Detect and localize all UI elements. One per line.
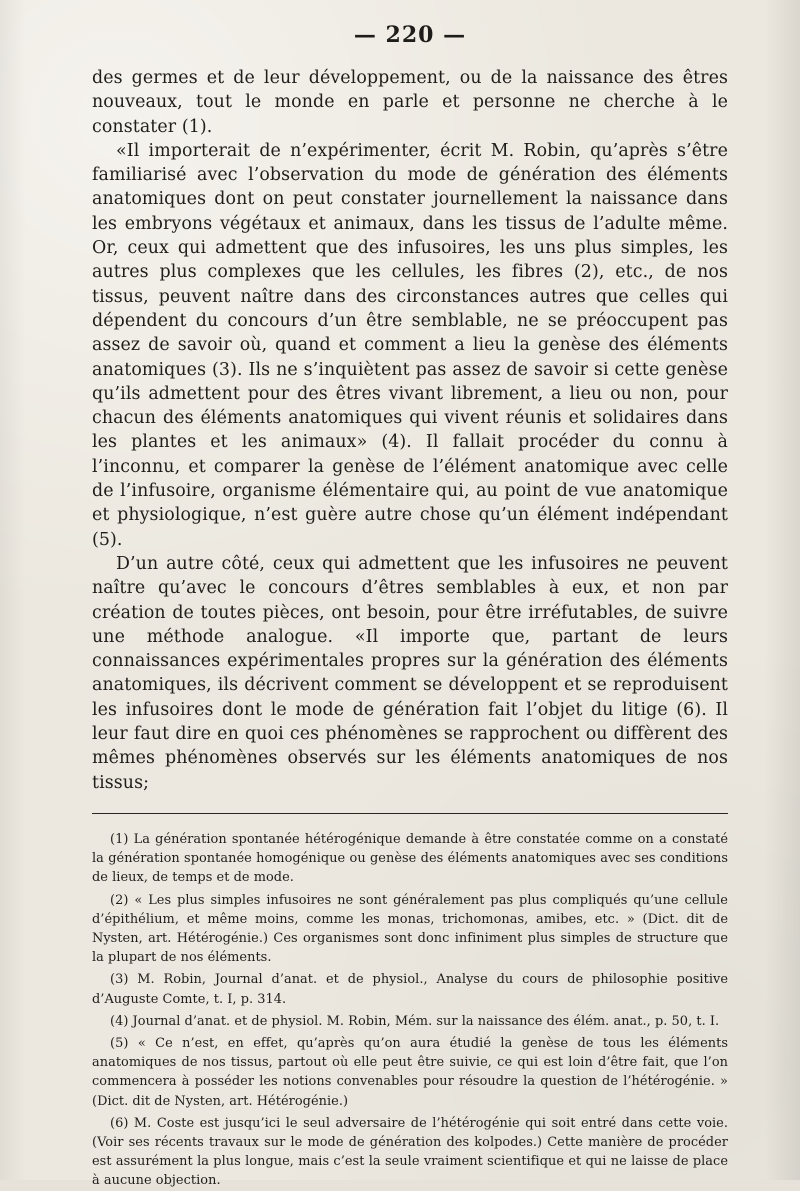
footnote-3: (3) M. Robin, Journal d’anat. et de physiol., Analyse du cours de philosophie positive d’Auguste Comte, t. I, p. 314.	[92, 972, 728, 1007]
paragraph-3: D’un autre côté, ceux qui admettent que les infusoires ne peuvent naître qu’avec le concours d’êtres semblables à eux, et non par création de toutes pièces, ont besoin, pour être irréfutables, de suivre une méthode analogue. «Il importe que, partant de leurs connaissances expérimentales propres sur la génération des éléments anatomiques, ils décrivent comment se développent et se reproduisent les infusoires dont le mode de génération fait l’objet du litige (6). Il leur faut dire en quoi ces phénomènes se rapprochent ou diffèrent des mêmes phénomènes observés sur les éléments anatomiques de nos tissus;	[92, 553, 728, 793]
footnote-5: (5) « Ce n’est, en effet, qu’après qu’on aura étudié la genèse de tous les éléments anatomiques de nos tissus, partout où elle peut être suivie, ce qui est loin d’être fait, que l’on commencera à posséder les notions convenables pour résoudre la question de l’hétérogénie. » (Dict. dit de Nysten, art. Hétérogénie.)	[92, 1035, 728, 1109]
footnote-4: (4) Journal d’anat. et de physiol. M. Robin, Mém. sur la naissance des élém. anat., p. 50, t. I.	[110, 1013, 720, 1029]
page-number: — 220 —	[353, 22, 467, 48]
footnote-2: (2) « Les plus simples infusoires ne sont généralement pas plus compliqués qu’une cellule d’épithélium, et même moins, comme les monas, trichomonas, amibes, etc. » (Dict. dit de Nysten, art. Hétérogénie.) Ces organismes sont donc infiniment plus simples de structure que la plupart de nos éléments.	[92, 892, 728, 966]
scan-shadow-left	[0, 0, 26, 1180]
paragraph-2: «Il importerait de n’expérimenter, écrit M. Robin, qu’après s’être familiarisé avec l’observation du mode de génération des éléments anatomiques dont on peut constater journellement la naissance dans les embryons végétaux et animaux, dans les tissus de l’adulte même. Or, ceux qui admettent que des infusoires, les uns plus simples, les autres plus complexes que les cellules, les fibres (2), etc., de nos tissus, peuvent naître dans des circonstances autres que celles qui dépendent du concours d’un être semblable, ne se préoccupent pas assez de savoir où, quand et comment a lieu la genèse des éléments anatomiques (3). Ils ne s’inquiètent pas assez de savoir si cette genèse qu’ils admettent pour des êtres vivant librement, a lieu ou non, pour chacun des éléments anatomiques qui vivent réunis et solidaires dans les plantes et les animaux» (4). Il fallait procéder du connu à l’inconnu, et comparer la genèse de l’élément anatomique avec celle de l’infusoire, organisme élémentaire qui, au point de vue anatomique et physiologique, n’est guère autre chose qu’un élément indépendant (5).	[92, 140, 728, 550]
footnote-separator	[92, 813, 728, 814]
main-text	[92, 66, 728, 795]
scan-shadow-right	[764, 0, 800, 1180]
footnote-6: (6) M. Coste est jusqu’ici le seul adversaire de l’hétérogénie qui soit entré dans cette voie. (Voir ses récents travaux sur le mode de génération des kolpodes.) Cette manière de procéder est assurément la plus longue, mais c’est la seule vraiment scientifique et qui ne laisse de place à aucune objection.	[92, 1115, 728, 1189]
paragraph-1: des germes et de leur développement, ou de la naissance des êtres nouveaux, tout le monde en parle et personne ne cherche à le constater (1).	[92, 68, 728, 137]
footnote-1: (1) La génération spontanée hétérogénique demande à être constatée comme on a constaté la génération spontanée homogénique ou genèse des éléments anatomiques avec ses conditions de lieux, de temps et de mode.	[92, 831, 728, 886]
footnotes	[92, 830, 728, 1191]
